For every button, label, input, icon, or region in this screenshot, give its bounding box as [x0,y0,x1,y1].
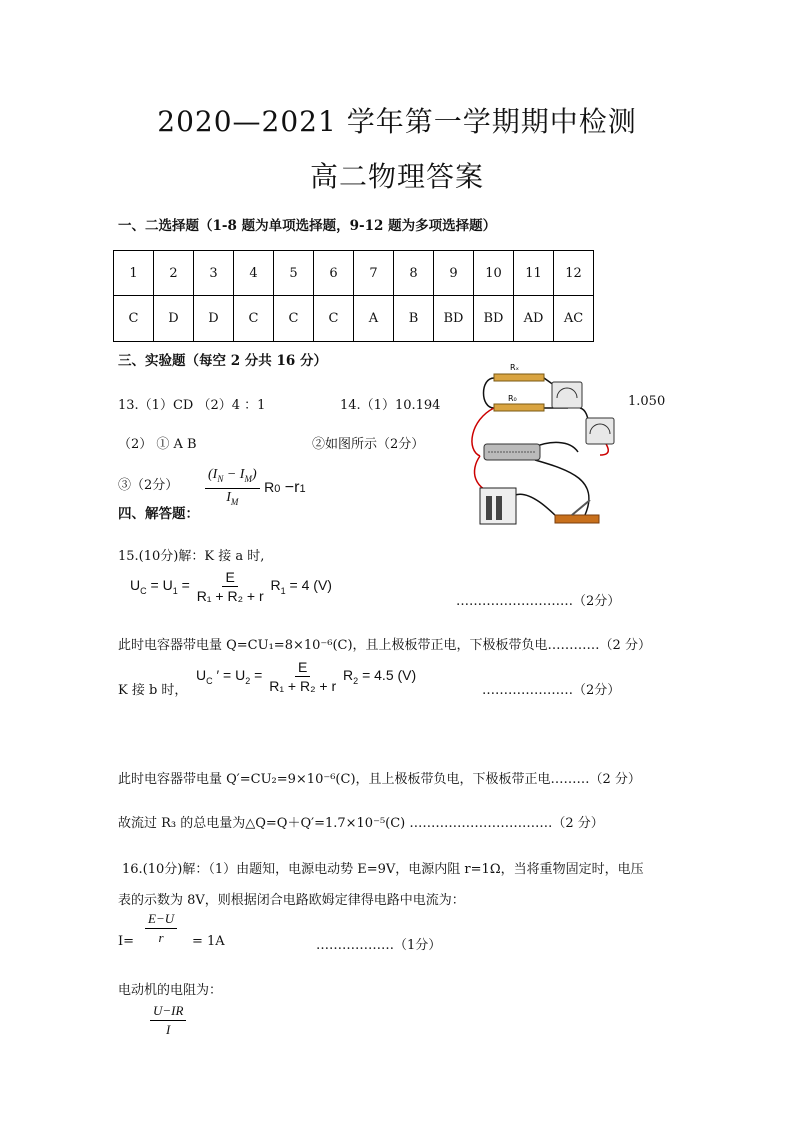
table-cell: 9 [434,251,474,296]
table-cell: C [234,296,274,342]
resistor-r0 [494,404,544,411]
section4-heading: 四、解答题： [118,506,199,522]
table-cell: 1 [114,251,154,296]
table-cell: 11 [514,251,554,296]
table-cell: A [354,296,394,342]
table-cell: C [274,296,314,342]
q15-score-2: …………………（2分） [482,683,621,698]
switch [555,515,599,523]
q14-answer-1: 14.（1）10.194 [340,398,441,413]
answer-table-answers-row [114,296,594,342]
table-cell: 6 [314,251,354,296]
formula-fraction [205,466,260,511]
q14-answer-3: ③（2分） [118,478,179,493]
q16-intro-2: 表的示数为 8V，则根据闭合电路欧姆定律得电路中电流为： [118,893,465,908]
section3-heading: 三、实验题（每空 2 分共 16 分） [118,353,327,369]
formula-denominator: $I_M$ [226,489,239,507]
q15-total-charge: 故流过 R₃ 的总电量为△Q=Q＋Q′=1.7×10⁻⁵(C) ……………………………（2 分） [118,816,604,831]
r0-label: R₀ [508,394,517,403]
table-cell: D [154,296,194,342]
table-cell: AD [514,296,554,342]
q16-current-fraction: $\frac{E-U}{r}$ [145,910,177,947]
formula-tail: R0 −r1 [264,479,306,497]
q15-intro: 15.(10分)解：K 接 a 时, [118,549,265,564]
page-title: 2020—2021 学年第一学期期中检测 [157,105,637,138]
q15-k-b: K 接 b 时， [118,683,188,698]
q15-equation-2: $U_C$ ′ = $U_2$ = $\frac{E}{\text{R₁ + R₂ + r}}$ $R_2 = 4.5$ (V) [196,659,417,694]
q16-motor-resistance: 电动机的电阻为： [118,983,223,998]
formula-numerator: $(I_N - I_M)$ [205,466,260,489]
q14-answer-2a: （2） ① A B [118,437,197,452]
table-cell: 10 [474,251,514,296]
table-cell: C [314,296,354,342]
q14-formula [205,466,306,511]
table-cell: 3 [194,251,234,296]
table-cell: 8 [394,251,434,296]
q15-fraction-2: $\frac{E}{\text{R₁ + R₂ + r}}$ [269,659,337,694]
table-cell: D [194,296,234,342]
table-cell: B [394,296,434,342]
q16-current-value: = 1A [192,934,225,949]
ammeter-1 [552,382,582,408]
table-cell: 4 [234,251,274,296]
section1-heading: 一、二选择题（1-8 题为单项选择题，9-12 题为多项选择题） [118,218,497,234]
q15-equation-1: $U_C = U_1$ = $\frac{E}{\text{R₁ + R₂ + r}}$ $R_1 = 4$ (V) [130,569,332,604]
q16-current-label: I= [118,934,135,949]
q15-score-1: ………………………（2分） [456,594,621,609]
table-cell: AC [554,296,594,342]
circuit-diagram [460,360,635,535]
resistor-rx [494,374,544,381]
rx-label: Rₓ [510,363,520,372]
q15-charge-2: 此时电容器带电量 Q′=CU₂=9×10⁻⁶(C)，且上极板带负电，下极板带正电………（2 分） [118,772,641,787]
table-cell: 2 [154,251,194,296]
table-cell: 7 [354,251,394,296]
battery-cell [486,496,492,520]
table-cell: 5 [274,251,314,296]
q14-answer-1-value: 1.050 [628,394,666,409]
table-cell: 12 [554,251,594,296]
table-cell: BD [474,296,514,342]
q15-fraction-1: $\frac{E}{\text{R₁ + R₂ + r}}$ [196,569,264,604]
q13-answer: 13.（1）CD （2）4 ：1 [118,398,266,413]
answer-table [113,250,594,342]
page-subtitle: 高二物理答案 [309,160,484,193]
q14-answer-2b: ②如图所示（2分） [312,437,425,452]
q16-resistance-fraction: $\frac{U-IR}{I}$ [150,1002,186,1039]
q16-score-1: ………………（1分） [316,938,442,953]
wire [515,494,560,520]
q16-intro: 16.(10分)解：（1）由题知，电源电动势 E=9V，电源内阻 r=1Ω，当将重物固定时，电压 [122,862,644,877]
wire [484,378,495,408]
table-cell: C [114,296,154,342]
answer-table-numbers-row [114,251,594,296]
table-cell: BD [434,296,474,342]
q15-charge-1: 此时电容器带电量 Q=CU₁=8×10⁻⁶(C)，且上极板带正电，下极板带负电…………（2 分） [118,638,651,653]
battery-cell [496,496,502,520]
